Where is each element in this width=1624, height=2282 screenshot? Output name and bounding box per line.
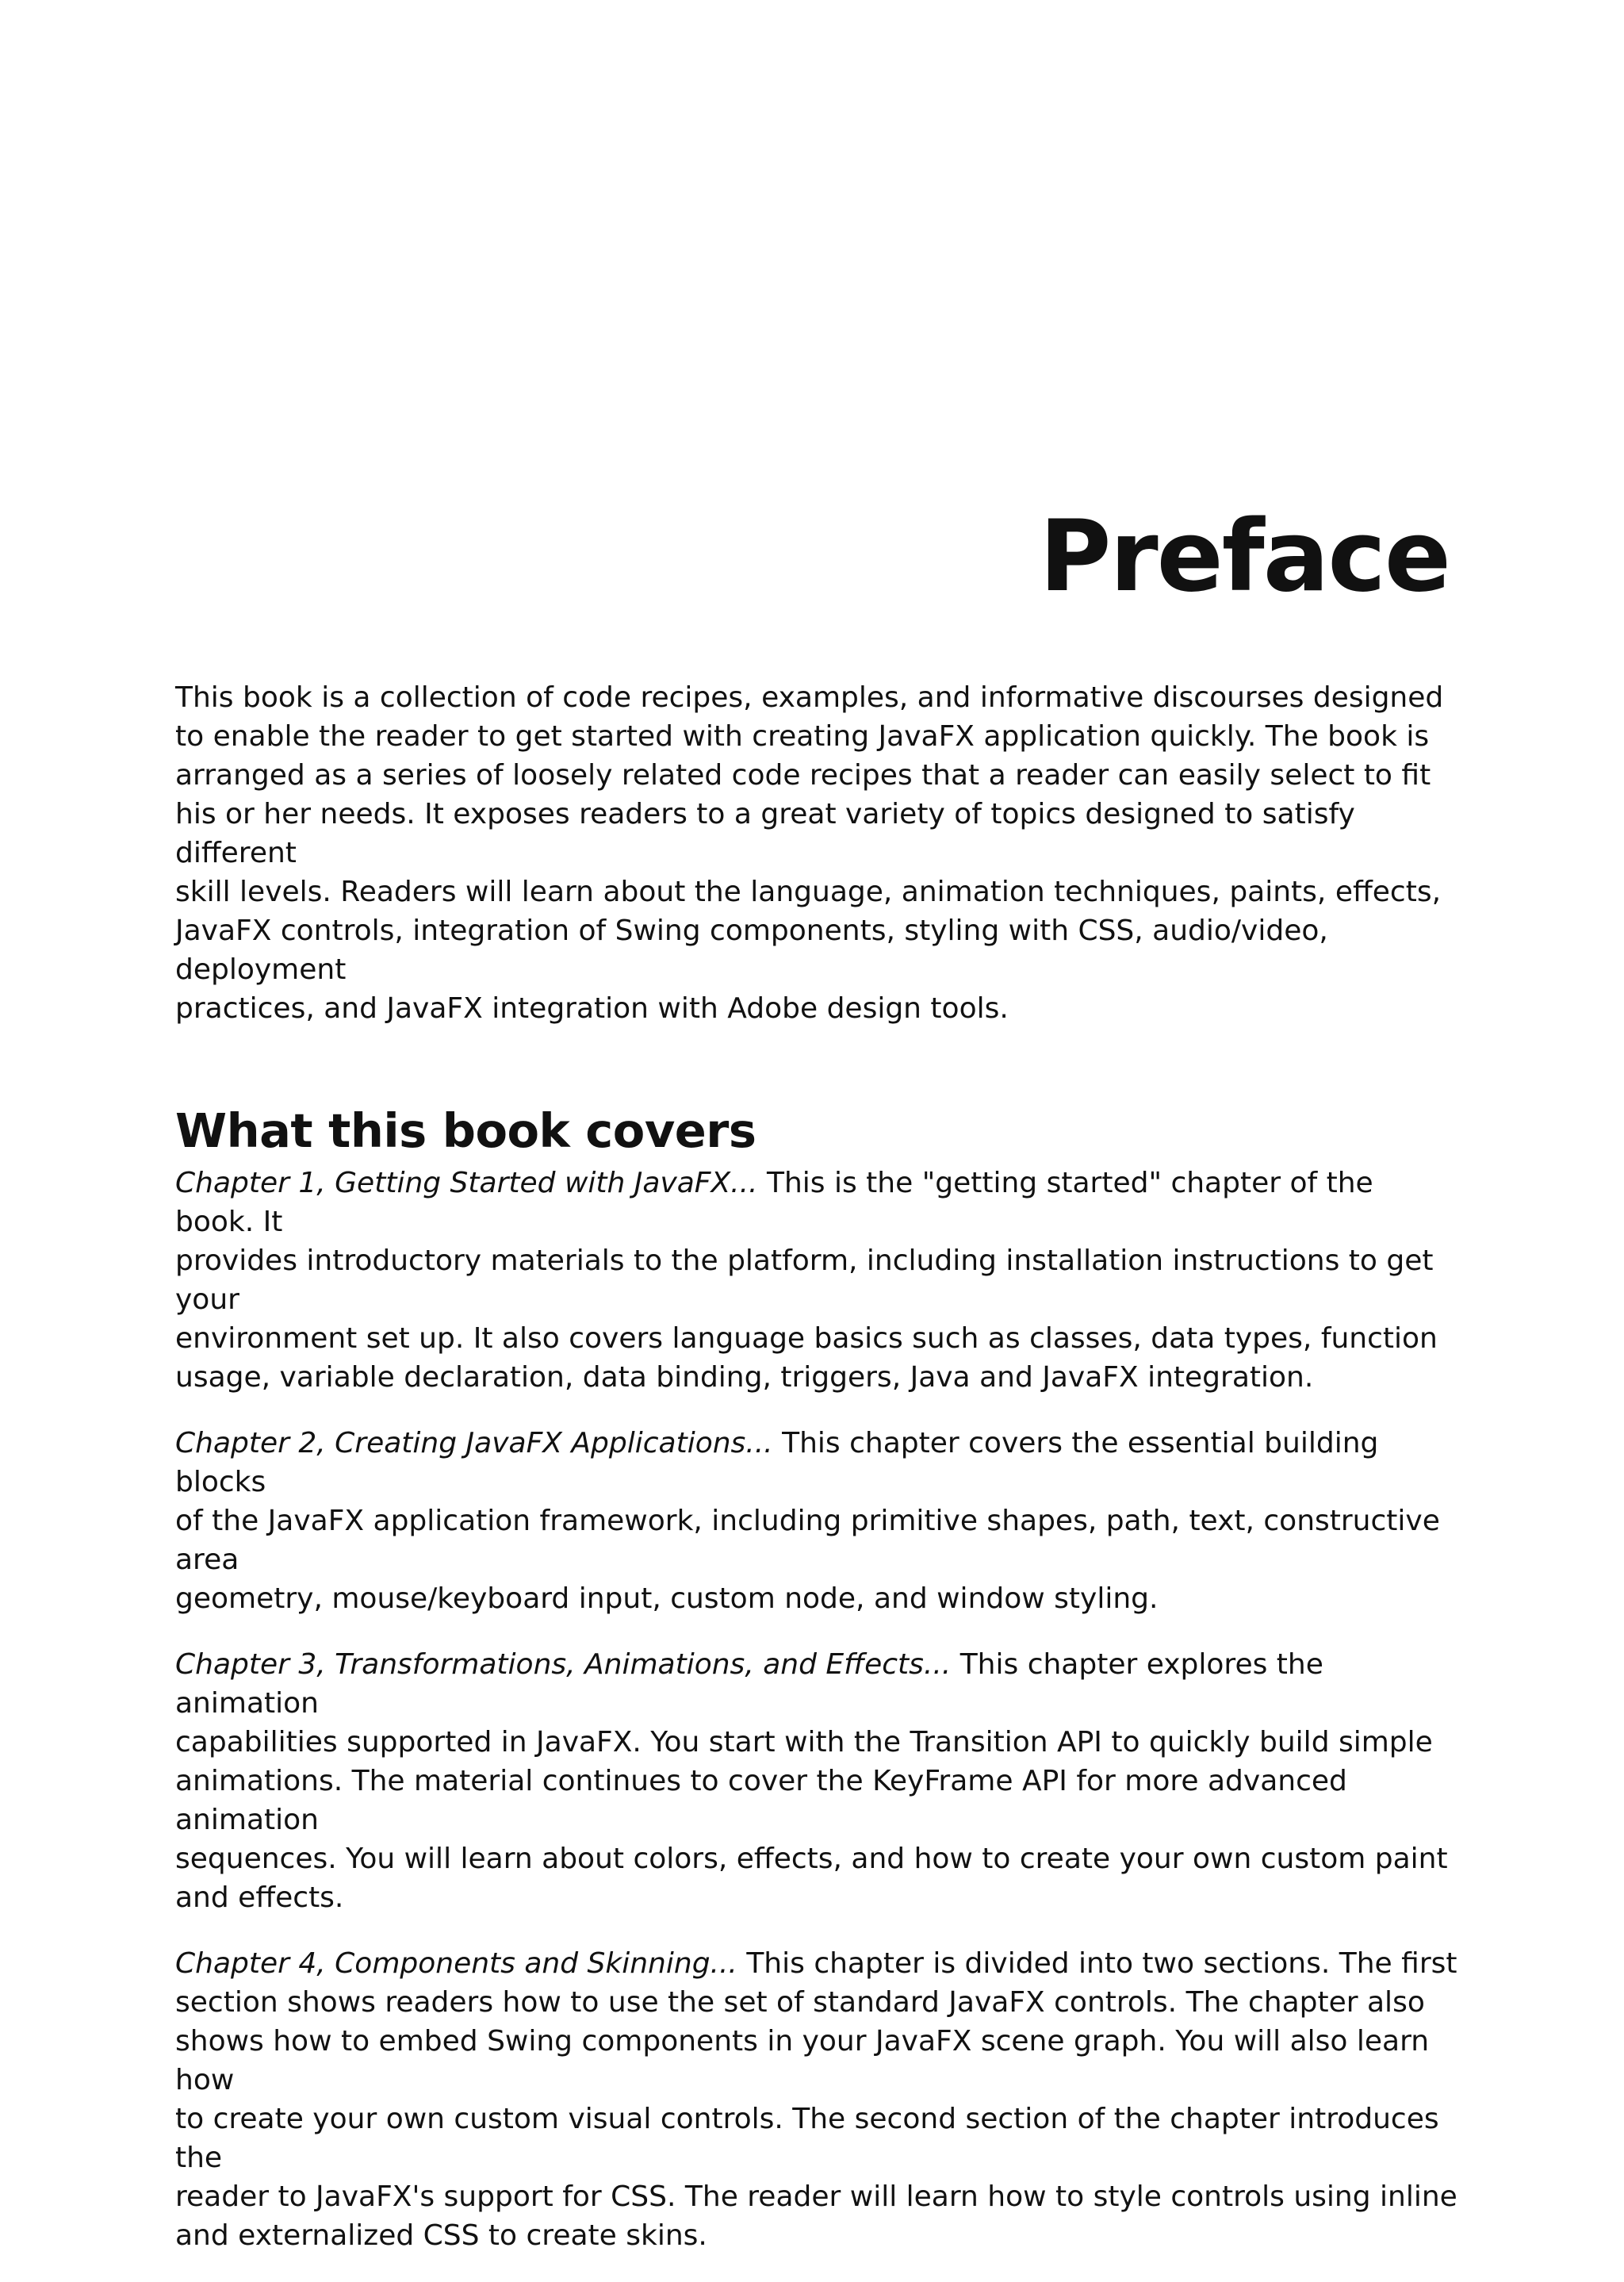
- chapter-2-paragraph: [175, 1424, 1460, 1618]
- chapter-4-description: This chapter is divided into two sections. The first section shows readers how to use the set of standard JavaFX controls. The chapter also shows how to embed Swing components in your JavaFX scene graph. You will also learn how to create your own custom visual controls. The second section of the chapter introduces the reader to JavaFX's support for CSS. The reader will learn how to style controls using inline and externalized CSS to create skins.: [175, 1947, 1457, 2252]
- chapter-1-description: This is the "getting started" chapter of the book. It provides introductory materials to the platform, including installation instructions to get your environment set up. It also covers language basics such as classes, data types, function usage, variable declaration, data binding, triggers, Java and JavaFX integration.: [175, 1167, 1438, 1394]
- chapter-3-paragraph: [175, 1645, 1460, 1917]
- chapter-1-paragraph: [175, 1164, 1460, 1397]
- chapter-2-reference: Chapter 2, Creating JavaFX Applications...: [175, 1427, 773, 1459]
- chapter-2-description: This chapter covers the essential building blocks of the JavaFX application framework, including primitive shapes, path, text, constructive area geometry, mouse/keyboard input, custom node, and window styling.: [175, 1427, 1440, 1615]
- chapter-4-paragraph: [175, 1944, 1460, 2255]
- section-heading: What this book covers: [175, 1103, 756, 1158]
- chapter-3-reference: Chapter 3, Transformations, Animations, and Effects...: [175, 1648, 952, 1681]
- page-title: Preface: [1039, 500, 1450, 614]
- chapter-1-reference: Chapter 1, Getting Started with JavaFX...: [175, 1167, 758, 1199]
- intro-paragraph: This book is a collection of code recipes, examples, and informative discourses designed to enable the reader to get started with creating JavaFX application quickly. The book is arranged as a series of loosely related code recipes that a reader can easily select to fit his or her needs. It exposes readers to a great variety of topics designed to satisfy different skill levels. Readers will learn about the language, animation techniques, paints, effects, JavaFX controls, integration of Swing components, styling with CSS, audio/video, deployment practices, and JavaFX integration with Adobe design tools.: [175, 681, 1444, 1025]
- chapter-3-description: This chapter explores the animation capabilities supported in JavaFX. You start with the Transition API to quickly build simple animations. The material continues to cover the KeyFrame API for more advanced animation sequences. You will learn about colors, effects, and how to create your own custom paint and effects.: [175, 1648, 1448, 1914]
- chapter-4-reference: Chapter 4, Components and Skinning...: [175, 1947, 737, 1980]
- page-content: [175, 678, 1460, 2282]
